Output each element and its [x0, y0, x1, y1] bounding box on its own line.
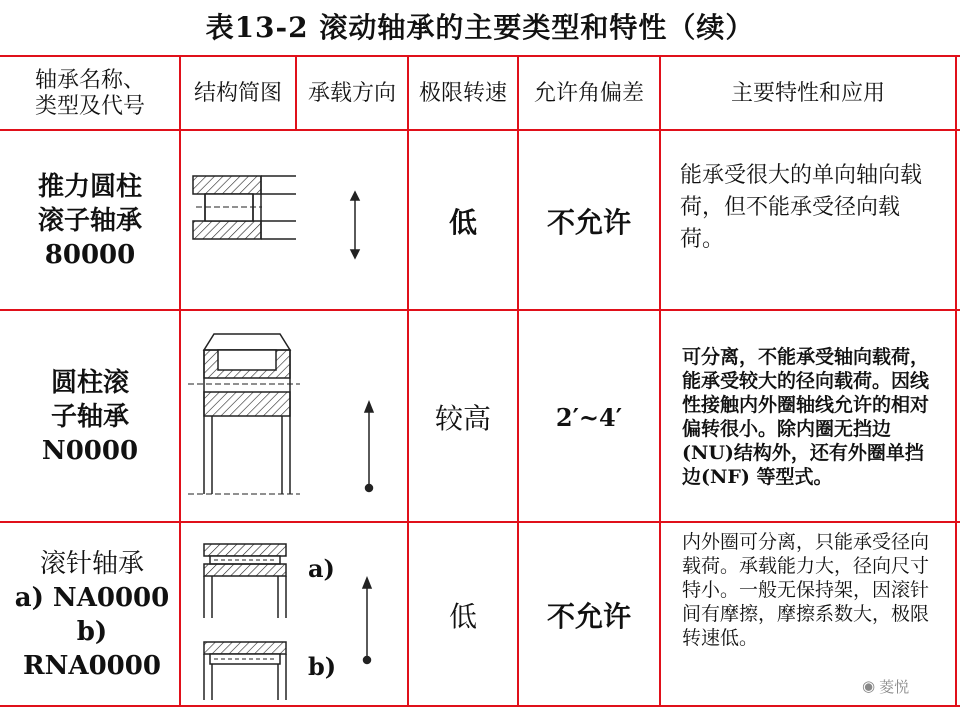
header-name: 轴承名称、 类型及代号: [34, 68, 145, 119]
row1-angle: 不允许: [546, 206, 631, 239]
label-a: a): [308, 554, 335, 583]
row3-angle: 不允许: [546, 600, 631, 633]
row1-features: 能承受很大的单向轴向载荷，但不能承受径向载荷。: [680, 163, 923, 252]
thrust-bearing-diagram: [193, 176, 359, 258]
header-speed: 极限转速: [418, 81, 507, 106]
header-features: 主要特性和应用: [730, 81, 885, 106]
header-angle: 允许角偏差: [533, 81, 644, 106]
row2-speed: 较高: [434, 402, 491, 435]
label-b: b): [308, 652, 337, 681]
needle-bearing-diagram: [204, 544, 371, 700]
row2-name: 圆柱滚 子轴承 N0000: [41, 368, 139, 466]
row2-angle: 2′~4′: [555, 402, 623, 432]
watermark-text: 菱悦: [879, 677, 910, 696]
row2-features: 可分离，不能承受轴向载荷，能承受较大的径向载荷。因线性接触内外圈轴线允许的相对偏转很小。除内圈无挡边(NU)结构外，还有外圈单挡边(NF) 等型式。: [682, 346, 930, 488]
row3-name: 滚针轴承 a) NA0000 b) RNA0000: [14, 549, 170, 681]
table-title: 表13-2 滚动轴承的主要类型和特性（续）: [205, 11, 755, 44]
watermark-logo: [862, 674, 932, 698]
header-diagram: 结构简图: [193, 81, 282, 106]
row3-speed: 低: [448, 600, 477, 633]
chat-icon: ◉: [862, 677, 876, 695]
row1-name: 推力圆柱 滚子轴承 80000: [37, 172, 142, 270]
row1-speed: 低: [448, 206, 477, 239]
row3-features: 内外圈可分离，只能承受径向载荷。承载能力大，径向尺寸特小。一般无保持架，因滚针间有摩擦，摩擦系数大，极限转速低。: [682, 531, 930, 649]
cylindrical-bearing-diagram: [188, 334, 373, 494]
header-direction: 承载方向: [307, 81, 396, 106]
